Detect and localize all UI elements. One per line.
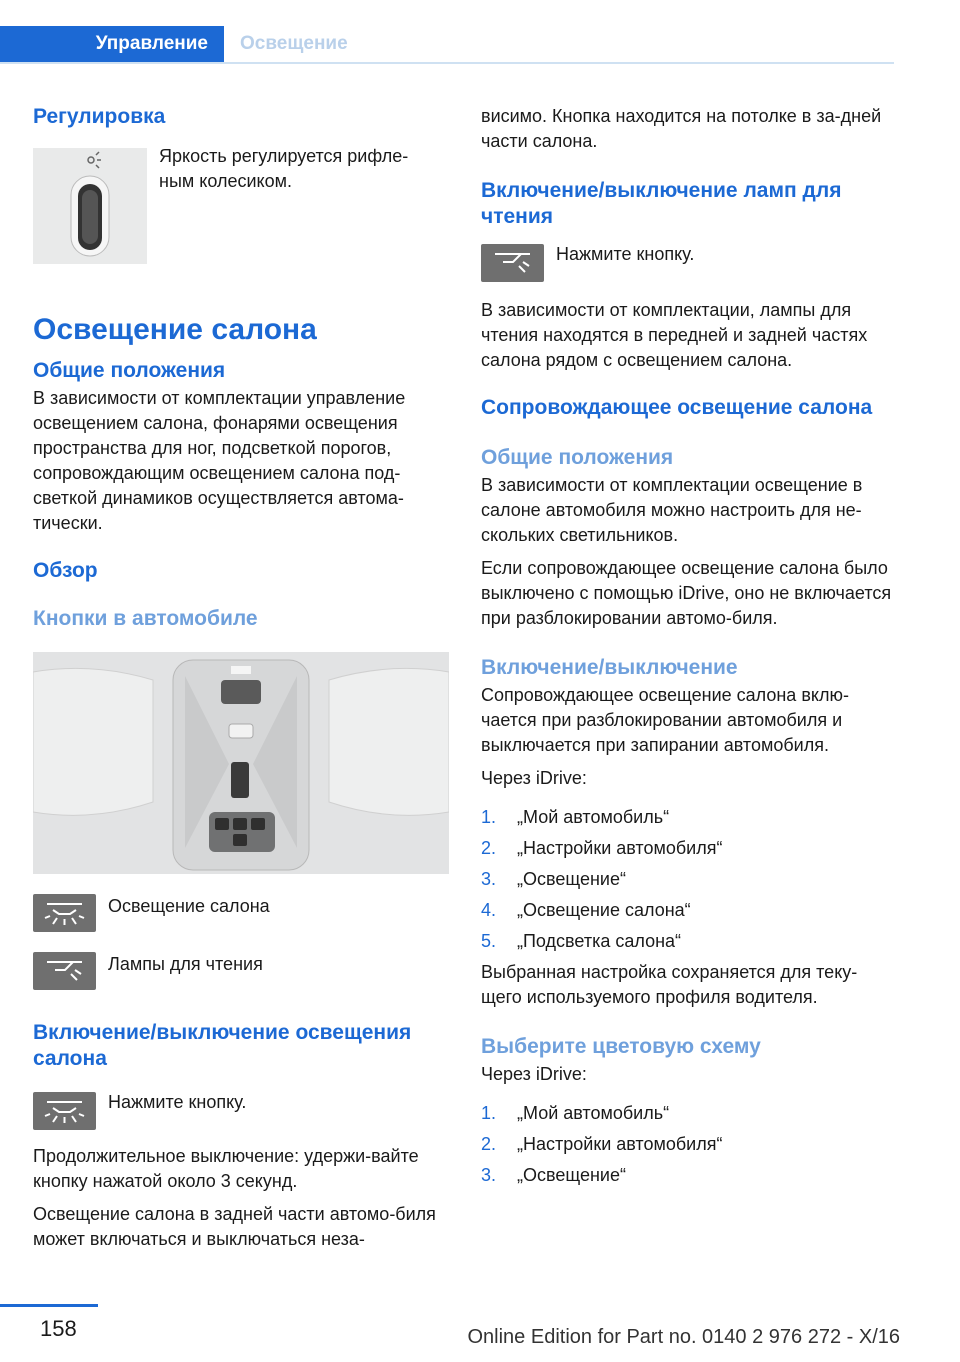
heading-color-scheme: Выберите цветовую схему <box>481 1035 761 1058</box>
page-number: 158 <box>40 1316 77 1341</box>
legend-reading-row <box>33 952 449 990</box>
general-text-right: В зависимости от комплектации освещение в салоне автомобиля можно настроить для не-скольких светильников. <box>481 475 863 545</box>
interior-light-icon <box>33 1092 96 1130</box>
interior-light-icon <box>33 894 96 932</box>
list-item: 2. „Настройки автомобиля“ <box>481 1134 723 1154</box>
long-press-text: Продолжительное выключение: удержи-вайте кнопку нажатой около 3 секунд. <box>33 1146 419 1191</box>
heading-reading-onoff: Включение/выключение ламп для чтения <box>481 179 842 228</box>
continued-text: висимо. Кнопка находится на потолке в за-дней части салона. <box>481 106 882 151</box>
list-item: 1. „Мой автомобиль“ <box>481 807 670 827</box>
disabled-text: Если сопровождающее освещение салона было выключено с помощью iDrive, оно не включается при разблокировании автомо-биля. <box>481 558 892 628</box>
reading-text: В зависимости от комплектации, лампы для чтения находятся в передней и задней частях салона рядом с освещением салона. <box>481 300 868 370</box>
section-tab-control[interactable]: Управление <box>0 26 224 62</box>
heading-overview: Обзор <box>33 559 98 582</box>
heading-onoff-right: Включение/выключение <box>481 656 738 679</box>
reading-light-icon <box>33 952 96 990</box>
list-item: 2. „Настройки автомобиля“ <box>481 838 723 858</box>
press-button-text: Нажмите кнопку. <box>108 1092 247 1112</box>
heading-interior-onoff: Включение/выключение освещения салона <box>33 1021 412 1070</box>
edition-text: Online Edition for Part no. 0140 2 976 272 - X/16 <box>467 1326 900 1348</box>
list-item: 1. „Мой автомобиль“ <box>481 1103 670 1123</box>
idrive-list-2 <box>481 1101 897 1188</box>
legend-interior-label: Освещение салона <box>108 896 270 916</box>
via-idrive-1: Через iDrive: <box>481 768 587 788</box>
heading-adjust: Регулировка <box>33 105 166 128</box>
rear-text: Освещение салона в задней части автомо-биля может включаться и выключаться неза- <box>33 1204 436 1249</box>
heading-accompanying: Сопровождающее освещение салона <box>481 396 873 419</box>
general-text: В зависимости от комплектации управление освещением салона, фонарями освещения пространства для ног, подсветкой порогов, сопровождающим освещением салона под-светкой динамиков осуществляется автома-тически. <box>33 388 406 533</box>
list-item: 4. „Освещение салона“ <box>481 900 691 920</box>
via-idrive-2: Через iDrive: <box>481 1064 587 1084</box>
section-title: Освещение салона <box>33 313 317 346</box>
saved-text: Выбранная настройка сохраняется для теку-щего используемого профиля водителя. <box>481 962 858 1007</box>
dimmer-row <box>33 148 449 264</box>
reading-light-icon <box>481 244 544 282</box>
list-item: 5. „Подсветка салона“ <box>481 931 682 951</box>
heading-general-right: Общие положения <box>481 446 674 469</box>
ceiling-console-photo <box>33 652 449 874</box>
left-column <box>33 98 449 1252</box>
footer-accent-line <box>0 1304 98 1307</box>
list-item: 3. „Освещение“ <box>481 869 626 889</box>
list-item: 3. „Освещение“ <box>481 1165 626 1185</box>
legend-interior-row <box>33 894 449 932</box>
right-column <box>481 104 897 1194</box>
idrive-list-1 <box>481 805 897 954</box>
heading-general: Общие положения <box>33 359 226 382</box>
reading-press-text: Нажмите кнопку. <box>556 244 695 264</box>
section-tab-lighting[interactable]: Освещение <box>240 33 348 54</box>
onoff-text: Сопровождающее освещение салона вклю-чается при разблокировании автомобиля и выключается при запирании автомобиля. <box>481 685 849 755</box>
dimmer-wheel-image <box>33 148 147 264</box>
reading-press-row <box>481 244 897 282</box>
press-row <box>33 1092 449 1130</box>
legend-reading-label: Лампы для чтения <box>108 954 263 974</box>
dimmer-text: Яркость регулируется рифле- ным колесиком. <box>159 146 409 191</box>
heading-buttons: Кнопки в автомобиле <box>33 607 258 630</box>
page-header <box>0 26 894 64</box>
